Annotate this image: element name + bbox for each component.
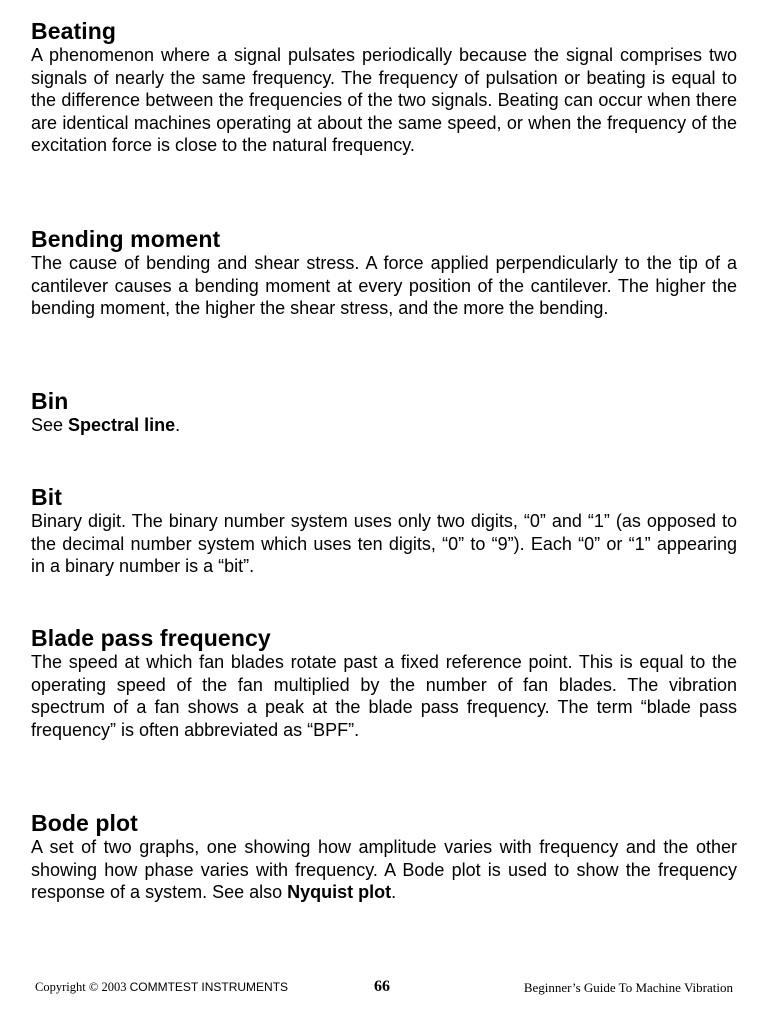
entry-definition: A phenomenon where a signal pulsates periodically because the signal comprises two signals of nearly the same frequency. The frequency of pulsation or beating is equal to the difference between the frequencies of the two signals. Beating can occur when there are identical machines operating at about the same speed, or when the frequency of the excitation force is close to the natural frequency. [31, 45, 737, 156]
copyright-text: Copyright © 2003 [35, 980, 127, 994]
entry-term: Bin [31, 388, 69, 414]
entry-definition: The speed at which fan blades rotate past a fixed reference point. This is equal to the operating speed of the fan multiplied by the number of fan blades. The vibration spectrum of a fan shows a peak at the blade pass frequency. The term “blade pass frequency” is often abbreviated as “BPF”. [31, 652, 737, 740]
book-title: Beginner’s Guide To Machine Vibration [523, 980, 733, 995]
glossary-entry-blade-pass-frequency [31, 625, 737, 741]
glossary-entry-bin [31, 388, 737, 437]
glossary-entry-bit [31, 484, 737, 578]
cross-reference: Spectral line [68, 415, 176, 435]
page-footer [35, 978, 733, 1000]
cross-reference: Nyquist plot [287, 882, 392, 903]
entry-definition [31, 836, 737, 904]
company-name: COMMTEST INSTRUMENTS [129, 980, 289, 994]
footer-copyright [35, 980, 288, 995]
definition-text: See [31, 415, 69, 435]
entry-definition [31, 414, 737, 437]
glossary-entry-bode-plot [31, 810, 737, 904]
definition-text: . [175, 415, 181, 435]
entry-term: Beating [31, 18, 117, 44]
page-number: 66 [374, 978, 390, 995]
definition-text: A set of two graphs, one showing how amplitude varies with frequency and the other showing how phase varies with frequency. A Bode plot is used to show the frequency response of a system. See also [31, 837, 737, 903]
entry-term: Blade pass frequency [31, 625, 271, 651]
definition-text: . [391, 882, 397, 903]
entry-definition: The cause of bending and shear stress. A force applied perpendicularly to the tip of a cantilever causes a bending moment at every position of the cantilever. The higher the bending moment, the higher the shear stress, and the more the bending. [31, 253, 737, 319]
entry-term: Bit [31, 484, 62, 510]
glossary-entry-beating [31, 18, 737, 157]
entry-term: Bode plot [31, 810, 138, 836]
entry-term: Bending moment [31, 226, 221, 252]
entry-definition: Binary digit. The binary number system uses only two digits, “0” and “1” (as opposed to the decimal number system which uses ten digits, “0” to “9”). Each “0” or “1” appearing in a binary number is a “bit”. [31, 511, 737, 577]
glossary-entry-bending-moment [31, 226, 737, 320]
